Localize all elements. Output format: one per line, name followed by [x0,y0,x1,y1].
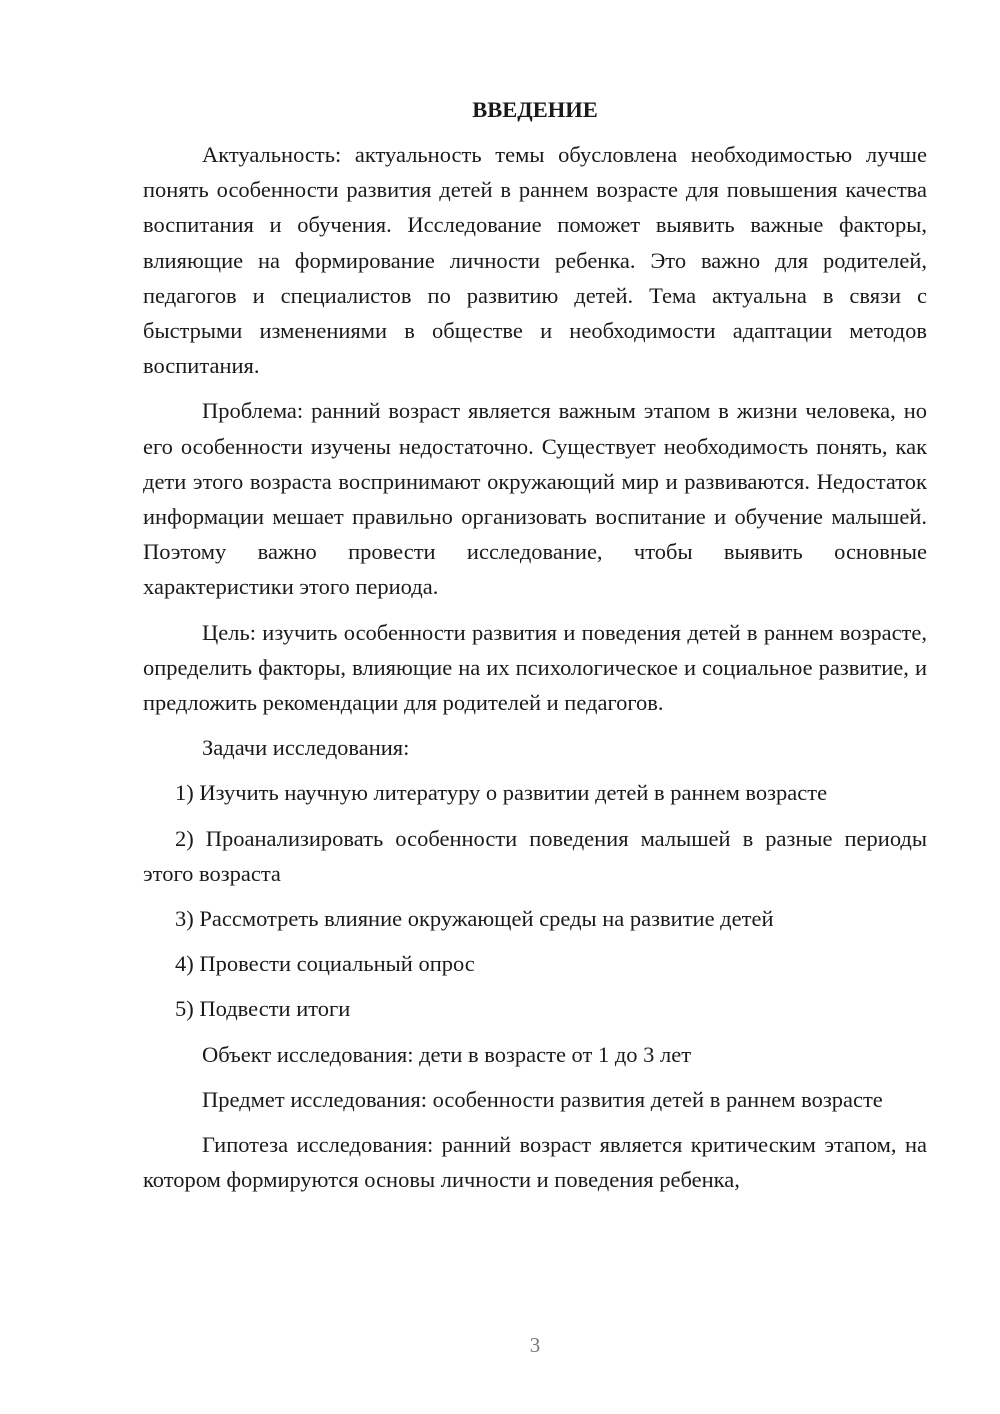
page-number: 3 [529,1333,541,1357]
paragraph-subject: Предмет исследования: особенности развития детей в раннем возрасте [202,1086,883,1112]
paragraph-object: Объект исследования: дети в возрасте от 1 до 3 лет [202,1041,692,1067]
paragraph-hypothesis: Гипотеза исследования: ранний возраст является критическим этапом, на котором формируются основы личности и поведения ребенка, [143,1132,927,1193]
task-item-5: 5) Подвести итоги [175,996,351,1022]
page-content [143,92,927,1207]
tasks-heading: Задачи исследования: [202,735,410,761]
task-item-2: 2) Проанализировать особенности поведения малышей в разные периоды этого возраста [143,825,927,886]
paragraph-relevance: Актуальность: актуальность темы обусловлена необходимостью лучше понять особенности развития детей в раннем возрасте для повышения качества воспитания и обучения. Исследование поможет выявить важные факторы, влияющие на формирование личности ребенка. Это важно для родителей, педагогов и специалистов по развитию детей. Тема актуальна в связи с быстрыми изменениями в обществе и необходимости адаптации методов воспитания. [143,142,927,379]
paragraph-problem: Проблема: ранний возраст является важным этапом в жизни человека, но его особенности изучены недостаточно. Существует необходимость понять, как дети этого возраста воспринимают окружающий мир и развиваются. Недостаток информации мешает правильно организовать воспитание и обучение малышей. Поэтому важно провести исследование, чтобы выявить основные характеристики этого периода. [143,398,927,600]
task-item-4: 4) Провести социальный опрос [175,951,475,977]
task-item-1: 1) Изучить научную литературу о развитии детей в раннем возрасте [175,780,828,806]
task-item-3: 3) Рассмотреть влияние окружающей среды на развитие детей [175,906,774,932]
paragraph-goal: Цель: изучить особенности развития и поведения детей в раннем возрасте, определить факторы, влияющие на их психологическое и социальное развитие, и предложить рекомендации для родителей и педагогов. [143,619,927,716]
section-heading: ВВЕДЕНИЕ [472,97,598,122]
